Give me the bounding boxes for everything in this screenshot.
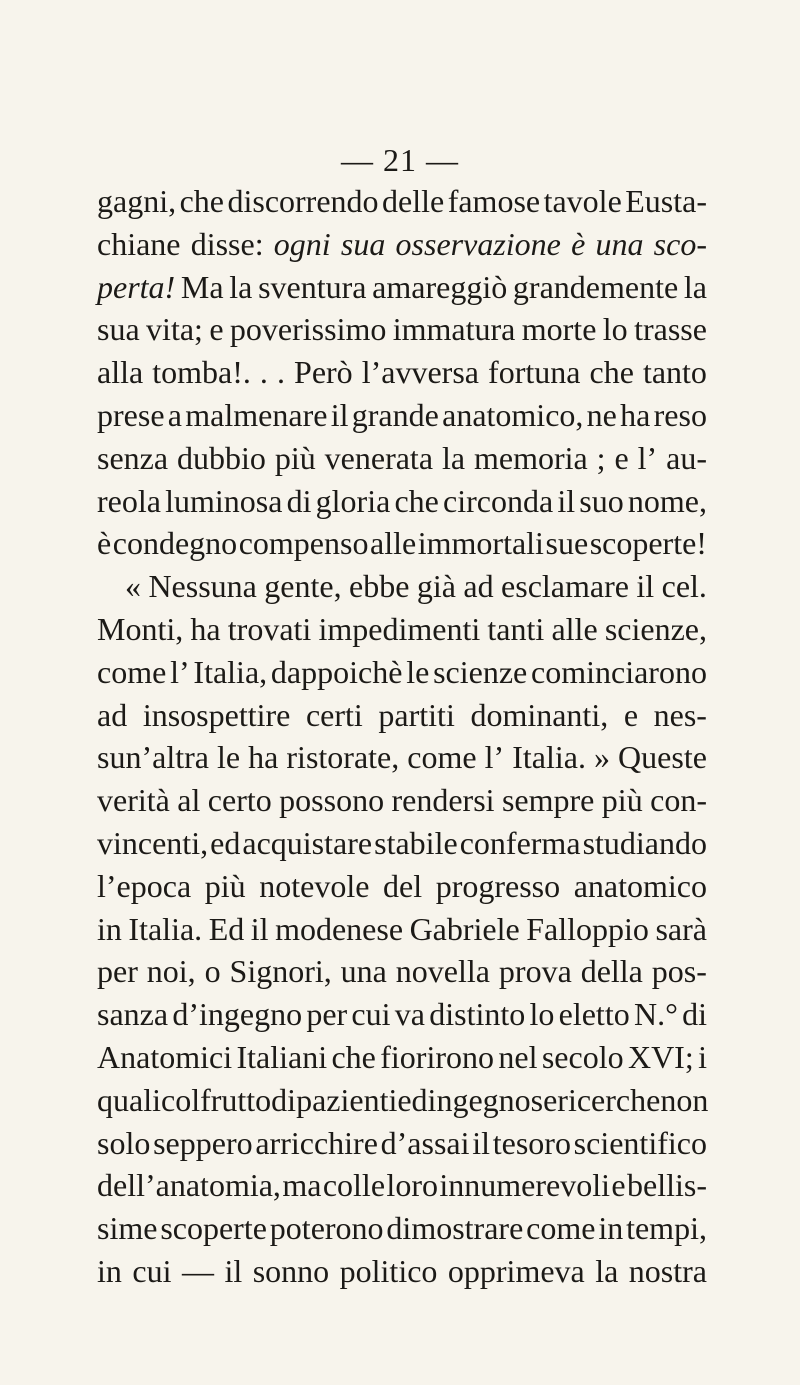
word: lo (602, 311, 628, 348)
word: studiando (582, 824, 707, 861)
word: d’ingegno (172, 996, 303, 1033)
text-line (97, 694, 707, 737)
word: progresso (435, 867, 561, 904)
word: il (330, 396, 349, 433)
word: verità (97, 782, 170, 819)
word: Falloppio (526, 910, 649, 947)
word: colle (322, 1167, 386, 1204)
word: anatomico, (442, 396, 584, 433)
word: Gabriele (409, 910, 520, 947)
word: gagni, (97, 183, 177, 219)
word: distinto (429, 996, 526, 1033)
word: in (97, 1252, 122, 1289)
text-line (97, 865, 707, 908)
word: prova (498, 953, 572, 990)
word: suo (579, 482, 624, 519)
word: innumerevoli (439, 1167, 610, 1204)
word: opprimeva (447, 1252, 585, 1289)
word: arricchire (255, 1124, 378, 1161)
word: come (526, 1210, 596, 1247)
word: in (598, 1210, 624, 1247)
word: eletto (558, 996, 630, 1033)
word: tanto (642, 354, 707, 391)
word: Italiani (236, 1038, 328, 1075)
word: e (614, 439, 629, 476)
word: ha (248, 739, 279, 776)
word: reso (653, 396, 707, 433)
word: cominciarono (531, 653, 707, 690)
text-line (97, 480, 707, 523)
word: fiorirono (380, 1038, 494, 1075)
word: tesoro (492, 1124, 571, 1161)
word: l’ (484, 739, 505, 776)
word: sua (340, 225, 386, 262)
word: per (306, 996, 348, 1033)
word: seppero (153, 1124, 253, 1161)
word: ristorate, (286, 739, 400, 776)
word: ha (190, 610, 221, 647)
word: sanza (97, 996, 169, 1033)
word: N.° (633, 996, 678, 1033)
word: conferma (459, 824, 581, 861)
word: chiane (97, 225, 181, 262)
word: il (472, 1124, 490, 1161)
word: noi, (146, 953, 196, 990)
word: le (406, 653, 430, 690)
word: nostra (628, 1252, 707, 1289)
word: di (286, 482, 312, 519)
text-line (97, 1207, 707, 1250)
word: morte (521, 311, 597, 348)
word: della (580, 953, 643, 990)
word: scoperte! (589, 525, 707, 562)
word: cui (132, 1252, 172, 1289)
word: cel. (661, 568, 707, 605)
text-line (97, 651, 707, 694)
word: di (271, 1081, 297, 1118)
word: d’assai (380, 1124, 470, 1161)
word: stabile (374, 824, 458, 861)
word: amareggiò (372, 268, 508, 305)
word: con- (650, 782, 707, 819)
word: ebbe (349, 568, 410, 605)
word: Queste (618, 739, 707, 776)
word: — (181, 1252, 214, 1289)
word: sue (545, 525, 589, 562)
word: dappoichè (270, 653, 403, 690)
word: la (595, 1252, 619, 1289)
word: lo (529, 996, 555, 1033)
text-line (97, 351, 707, 394)
word: sonno (252, 1252, 330, 1289)
word: il (636, 568, 655, 605)
text-line (97, 950, 707, 993)
text-line (97, 522, 707, 565)
word: osservazione (395, 225, 561, 262)
word: l’ (637, 439, 658, 476)
word: scienze (433, 653, 528, 690)
word: solo (97, 1124, 151, 1161)
word: impedimenti (318, 610, 481, 647)
word: al (177, 782, 201, 819)
word: disse: (190, 225, 264, 262)
word: è (571, 225, 586, 262)
word: ; (596, 439, 606, 476)
word: certi (305, 696, 363, 733)
word: ad (97, 696, 128, 733)
word: condegno (112, 525, 238, 562)
word: immatura (392, 311, 516, 348)
text-line (97, 608, 707, 651)
text-line (97, 180, 707, 223)
word: ingegnose (427, 1081, 558, 1118)
word: del (383, 867, 423, 904)
word: in (97, 910, 122, 947)
word: quali (97, 1081, 161, 1118)
word: sco- (653, 225, 707, 262)
text-line (97, 437, 707, 480)
word: grandemente (512, 268, 679, 305)
text-line (97, 394, 707, 437)
word: che (179, 183, 224, 219)
text-line (97, 1079, 707, 1122)
word: politico (339, 1252, 438, 1289)
word: le (217, 739, 241, 776)
word: ogni (273, 225, 331, 262)
word: che (331, 1038, 376, 1075)
word: nel (498, 1038, 538, 1075)
word: a (167, 396, 182, 433)
word: rendersi (391, 782, 495, 819)
word: trovati (227, 610, 312, 647)
word: ma (282, 1167, 322, 1204)
word: modenese (275, 910, 404, 947)
word: ricerche (557, 1081, 661, 1118)
word: Però (294, 354, 353, 391)
word: dubbio (177, 439, 266, 476)
word: il (224, 1252, 243, 1289)
text-line (97, 266, 707, 309)
text-line (97, 736, 707, 779)
word: tomba!. (152, 354, 251, 391)
word: sarà (655, 910, 707, 947)
word: più (274, 439, 316, 476)
word: trasse (634, 311, 707, 348)
text-line (97, 779, 707, 822)
word: non (660, 1081, 709, 1118)
text-line (97, 565, 707, 608)
word: . (259, 354, 268, 391)
word: la (683, 268, 707, 305)
word: come (407, 739, 477, 776)
text-line (97, 908, 707, 951)
word: scientifico (573, 1124, 707, 1161)
word: col (160, 1081, 201, 1118)
word: la (229, 268, 253, 305)
word: malmenare (185, 396, 328, 433)
word: i (698, 1038, 707, 1075)
word: dimostrare (386, 1210, 524, 1247)
text-line (97, 1164, 707, 1207)
word: Italia. (512, 739, 586, 776)
word: ha (620, 396, 651, 433)
word: tavole (543, 183, 622, 219)
text-line (97, 1250, 707, 1293)
text-line (97, 1036, 707, 1079)
word: e (623, 696, 639, 733)
word: pos- (651, 953, 707, 990)
text-line (97, 223, 707, 266)
word: discorrendo (227, 183, 379, 219)
word: Italia, (193, 653, 268, 690)
word: compenso (238, 525, 369, 562)
word: dominanti, (470, 696, 609, 733)
word: cui (351, 996, 391, 1033)
word: XVI; (627, 1038, 694, 1075)
word: notevole (259, 867, 370, 904)
word: certo (207, 782, 272, 819)
word: loro (386, 1167, 438, 1204)
word: più (204, 867, 246, 904)
word: il (250, 910, 269, 947)
word: poterono (269, 1210, 384, 1247)
word: alla (97, 354, 144, 391)
word: scoperte (160, 1210, 267, 1247)
word: perta! (97, 268, 176, 305)
word: vita; (146, 311, 203, 348)
page-number: — 21 — (341, 142, 459, 178)
word: pazienti (296, 1081, 398, 1118)
word: bellis- (627, 1167, 707, 1204)
word: Italia. (128, 910, 203, 947)
word: insospettire (142, 696, 291, 733)
word: « (125, 568, 141, 605)
word: più (601, 782, 643, 819)
word: l’ (170, 653, 190, 690)
word: l’epoca (97, 867, 192, 904)
word: il (557, 482, 576, 519)
word: sua (97, 311, 140, 348)
word: memoria (473, 439, 588, 476)
word: va (394, 996, 425, 1033)
word: » (594, 739, 610, 776)
word: l’avversa (361, 354, 479, 391)
word: alle (551, 610, 598, 647)
word: sventura (258, 268, 367, 305)
word: grande (351, 396, 439, 433)
word: per (97, 953, 138, 990)
word: frutto (200, 1081, 272, 1118)
word: ne (586, 396, 617, 433)
text-line (97, 308, 707, 351)
word: e (611, 1167, 626, 1204)
word: immortali (417, 525, 544, 562)
word: possono (279, 782, 385, 819)
word: luminosa (165, 482, 283, 519)
text-line (97, 1122, 707, 1165)
word: sun’altra (97, 739, 209, 776)
word: novella (395, 953, 490, 990)
word: ad (463, 568, 494, 605)
word: nome, (627, 482, 707, 519)
word: Ma (180, 268, 224, 305)
word: è (97, 525, 112, 562)
word: Nessuna (148, 568, 257, 605)
word: . (276, 354, 285, 391)
word: reola (97, 482, 161, 519)
word: e (209, 311, 224, 348)
word: una (595, 225, 644, 262)
word: prese (97, 396, 165, 433)
word: scienze, (604, 610, 707, 647)
word: che (589, 354, 634, 391)
word: venerata (324, 439, 434, 476)
word: la (441, 439, 466, 476)
word: Signori, (229, 953, 332, 990)
word: gloria (315, 482, 391, 519)
word: alle (370, 525, 417, 562)
word: ed (210, 824, 241, 861)
word: Ed (208, 910, 245, 947)
word: già (416, 568, 456, 605)
word: acquistare (242, 824, 373, 861)
word: tempi, (626, 1210, 707, 1247)
word: di (682, 996, 707, 1033)
word: una (340, 953, 387, 990)
word: fortuna (488, 354, 581, 391)
word: Anatomici (97, 1038, 233, 1075)
word: anatomico (573, 867, 707, 904)
word: che (394, 482, 439, 519)
word: esclamare (501, 568, 629, 605)
word: tanti (487, 610, 545, 647)
word: au- (666, 439, 707, 476)
word: o (204, 953, 221, 990)
word: dell’anatomia, (97, 1167, 281, 1204)
word: secolo (541, 1038, 624, 1075)
word: come (97, 653, 167, 690)
body-text (97, 180, 707, 1293)
word: vincenti, (97, 824, 209, 861)
word: famose (447, 183, 541, 219)
word: circonda (443, 482, 554, 519)
word: ed (397, 1081, 428, 1118)
word: poverissimo (229, 311, 387, 348)
word: partiti (378, 696, 455, 733)
text-line (97, 822, 707, 865)
word: delle (382, 183, 445, 219)
word: Monti, (97, 610, 184, 647)
word: sempre (501, 782, 595, 819)
word: senza (97, 439, 169, 476)
word: Eusta- (625, 183, 707, 219)
word: gente, (264, 568, 342, 605)
word: sime (97, 1210, 158, 1247)
text-line (97, 993, 707, 1036)
word: nes- (653, 696, 707, 733)
